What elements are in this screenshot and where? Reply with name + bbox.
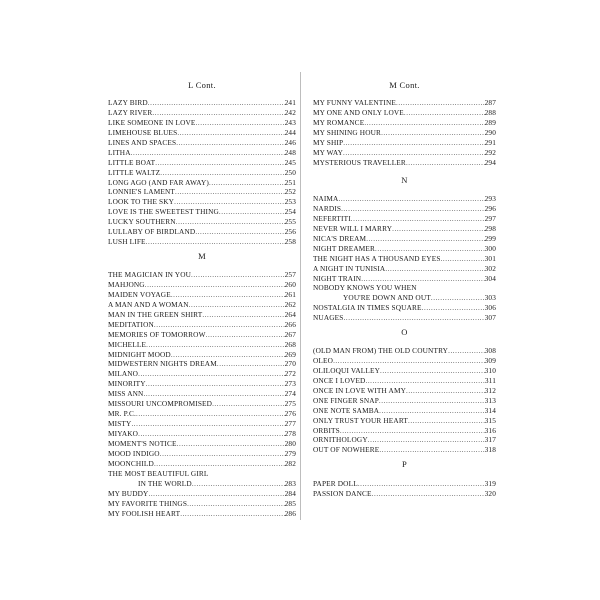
section-heading-p: P [401, 459, 408, 469]
entry-page-number: 260 [284, 279, 296, 289]
entry-page-number: 318 [484, 445, 496, 455]
dot-leader [195, 228, 284, 238]
entry-page-number: 258 [284, 237, 296, 247]
dot-leader [338, 195, 484, 205]
index-entry [108, 399, 296, 409]
entry-title: MINORITY [108, 379, 146, 389]
entry-title: LAZY RIVER [108, 107, 153, 117]
entry-title: A MAN AND A WOMAN [108, 299, 189, 309]
index-entry [108, 489, 296, 499]
entry-title: LITTLE BOAT [108, 157, 156, 167]
index-entry [313, 98, 496, 108]
dot-leader [177, 440, 285, 450]
entry-page-number: 284 [284, 488, 296, 498]
section-n-entries [313, 194, 496, 323]
index-entry [313, 406, 496, 416]
entry-title: ORBITS [313, 425, 340, 435]
dot-leader [392, 225, 484, 235]
index-entry [313, 128, 496, 138]
entry-title: MYSTERIOUS TRAVELLER [313, 157, 406, 167]
dot-leader [368, 436, 485, 446]
index-entry [108, 359, 296, 369]
entry-title: ORNITHOLOGY [313, 435, 368, 445]
entry-title: NOSTALGIA IN TIMES SQUARE [313, 303, 422, 313]
index-entry [313, 194, 496, 204]
index-entry [108, 197, 296, 207]
entry-page-number: 291 [484, 137, 496, 147]
entry-page-number: 261 [284, 289, 296, 299]
entry-title: LITHA [108, 147, 131, 157]
index-entry [313, 204, 496, 214]
index-entry [108, 499, 296, 509]
entry-page-number: 303 [484, 293, 496, 303]
entry-title: LINES AND SPACES [108, 137, 177, 147]
entry-page-number: 251 [284, 177, 296, 187]
entry-page-number: 304 [484, 273, 496, 283]
entry-title: OUT OF NOWHERE [313, 445, 380, 455]
entry-page-number: 252 [284, 187, 296, 197]
entry-page-number: 286 [284, 508, 296, 518]
entry-title: LOOK TO THE SKY [108, 197, 175, 207]
entry-page-number: 301 [484, 253, 496, 263]
index-entry [313, 416, 496, 426]
entry-page-number: 306 [484, 303, 496, 313]
index-entry [313, 264, 496, 274]
entry-page-number: 246 [284, 137, 296, 147]
entry-title: MY FAVORITE THINGS [108, 498, 188, 508]
index-entry [108, 98, 296, 108]
entry-title: NIGHT DREAMER [313, 243, 376, 253]
index-entry [108, 340, 296, 350]
entry-page-number: 256 [284, 227, 296, 237]
index-entry [313, 479, 496, 489]
index-entry [313, 244, 496, 254]
entry-page-number: 277 [284, 419, 296, 429]
index-entry [108, 207, 296, 217]
entry-title: OLEO [313, 355, 334, 365]
dot-leader [196, 119, 285, 129]
entry-title: ONE FINGER SNAP [313, 395, 379, 405]
index-entry [108, 148, 296, 158]
entry-page-number: 253 [284, 197, 296, 207]
entry-title: A NIGHT IN TUNISIA [313, 263, 386, 273]
section-l-cont-entries [108, 98, 296, 247]
dot-leader [131, 420, 284, 430]
entry-page-number: 294 [484, 157, 496, 167]
entry-page-number: 300 [484, 243, 496, 253]
entry-page-number: 269 [284, 349, 296, 359]
entry-page-number: 264 [284, 309, 296, 319]
section-heading-l-cont: L Cont. [188, 80, 216, 90]
entry-page-number: 241 [284, 98, 296, 107]
entry-page-number: 255 [284, 217, 296, 227]
dot-leader [381, 129, 485, 139]
dot-leader [422, 304, 485, 314]
index-entry [108, 300, 296, 310]
dot-leader [344, 314, 485, 324]
entry-title: MAIDEN VOYAGE [108, 289, 171, 299]
entry-title: ONLY TRUST YOUR HEART [313, 415, 409, 425]
section-heading-n: N [401, 175, 408, 185]
index-entry [108, 379, 296, 389]
dot-leader [187, 500, 285, 510]
index-entry [108, 320, 296, 330]
index-entry [108, 419, 296, 429]
dot-leader [202, 311, 284, 321]
entry-page-number: 280 [284, 438, 296, 448]
entry-title: LUSH LIFE [108, 237, 146, 247]
entry-title: NUAGES [313, 313, 344, 323]
entry-title: NAIMA [313, 194, 339, 203]
entry-page-number: 317 [484, 435, 496, 445]
dot-leader [406, 159, 485, 169]
entry-title: MEDITATION [108, 319, 154, 329]
entry-page-number: 270 [284, 359, 296, 369]
entry-title: PAPER DOLL [313, 479, 358, 488]
entry-page-number: 279 [284, 448, 296, 458]
index-entry [313, 376, 496, 386]
entry-page-number: 272 [284, 369, 296, 379]
dot-leader [431, 294, 485, 304]
index-entry [108, 469, 296, 479]
entry-title: NEFERTITI [313, 213, 351, 223]
index-entry [313, 396, 496, 406]
entry-title: THE NIGHT HAS A THOUSAND EYES [313, 253, 441, 263]
entry-title: OLILOQUI VALLEY [313, 365, 381, 375]
index-entry [108, 168, 296, 178]
section-heading-m: M [198, 251, 206, 261]
entry-page-number: 320 [484, 488, 496, 498]
index-entry [108, 138, 296, 148]
index-entry [108, 237, 296, 247]
dot-leader [385, 265, 484, 275]
index-entry [313, 214, 496, 224]
index-entry [108, 369, 296, 379]
dot-leader [155, 159, 284, 169]
index-entry [108, 350, 296, 360]
entry-page-number: 245 [284, 157, 296, 167]
index-entry [313, 254, 496, 264]
index-entry [313, 234, 496, 244]
entry-page-number: 287 [484, 98, 496, 107]
entry-page-number: 312 [484, 385, 496, 395]
index-entry [108, 128, 296, 138]
index-entry [313, 356, 496, 366]
entry-title: MAN IN THE GREEN SHIRT [108, 309, 203, 319]
entry-page-number: 299 [484, 233, 496, 243]
index-entry [313, 313, 496, 323]
entry-title: LAZY BIRD [108, 98, 148, 107]
entry-title: MICHELLE [108, 339, 147, 349]
dot-leader [404, 109, 485, 119]
entry-page-number: 314 [484, 405, 496, 415]
entry-page-number: 296 [484, 203, 496, 213]
section-heading-m-cont: M Cont. [389, 80, 420, 90]
index-entry [108, 290, 296, 300]
dot-leader [372, 490, 485, 500]
entry-title: ONCE IN LOVE WITH AMY [313, 385, 406, 395]
index-entry [313, 118, 496, 128]
entry-title: MY BUDDY [108, 488, 149, 498]
entry-title: LUCKY SOUTHERN [108, 217, 176, 227]
entry-page-number: 254 [284, 207, 296, 217]
entry-title: ONCE I LOVED [313, 375, 366, 385]
entry-page-number: 285 [284, 498, 296, 508]
entry-title: NICA'S DREAM [313, 233, 367, 243]
dot-leader [175, 188, 285, 198]
entry-title: LULLABY OF BIRDLAND [108, 227, 196, 237]
entry-title: MOMENT'S NOTICE [108, 438, 177, 448]
entry-page-number: 308 [484, 346, 496, 355]
index-entry [313, 224, 496, 234]
section-heading-o: O [401, 327, 408, 337]
entry-title: NIGHT TRAIN [313, 273, 362, 283]
entry-title: LONG AGO (AND FAR AWAY) [108, 177, 209, 187]
index-entry [108, 389, 296, 399]
entry-page-number: 288 [484, 107, 496, 117]
index-entry [108, 118, 296, 128]
dot-leader [189, 301, 285, 311]
entry-title: ONE NOTE SAMBA [313, 405, 380, 415]
entry-page-number: 262 [284, 299, 296, 309]
entry-title: LIKE SOMEONE IN LOVE [108, 117, 196, 127]
entry-page-number: 298 [484, 223, 496, 233]
entry-title: MOOD INDIGO [108, 448, 160, 458]
dot-leader [192, 480, 285, 490]
entry-page-number: 282 [284, 458, 296, 468]
entry-page-number: 315 [484, 415, 496, 425]
dot-leader [138, 370, 285, 380]
dot-leader [206, 331, 285, 341]
index-entry [313, 489, 496, 499]
dot-leader [406, 387, 485, 397]
dot-leader [396, 99, 485, 109]
index-entry [108, 449, 296, 459]
index-entry [313, 274, 496, 284]
index-entry [108, 439, 296, 449]
entry-title: MY WAY [313, 147, 344, 157]
dot-leader [379, 397, 485, 407]
index-entry [313, 148, 496, 158]
entry-page-number: 289 [484, 117, 496, 127]
entry-page-number: 267 [284, 329, 296, 339]
dot-leader [441, 255, 485, 265]
section-m-entries [108, 270, 296, 518]
dot-leader [212, 400, 285, 410]
index-entry [108, 330, 296, 340]
entry-title: LIMEHOUSE BLUES [108, 127, 178, 137]
entry-page-number: 250 [284, 167, 296, 177]
dot-leader [136, 410, 285, 420]
index-entry [108, 409, 296, 419]
entry-title: MY FUNNY VALENTINE [313, 98, 396, 107]
index-entry [108, 479, 296, 489]
entry-title: NOBODY KNOWS YOU WHEN [313, 283, 417, 293]
index-entry [313, 138, 496, 148]
entry-page-number: 276 [284, 409, 296, 419]
dot-leader [358, 480, 485, 490]
dot-leader [341, 205, 485, 215]
entry-page-number: 313 [484, 395, 496, 405]
entry-title: MISSOURI UNCOMPROMISED [108, 399, 213, 409]
index-entry [313, 386, 496, 396]
index-entry [108, 108, 296, 118]
dot-leader [379, 446, 484, 456]
index-entry [313, 445, 496, 455]
entry-title: MY FOOLISH HEART [108, 508, 181, 518]
dot-leader [180, 510, 284, 520]
index-entry [108, 459, 296, 469]
entry-page-number: 275 [284, 399, 296, 409]
index-entry [313, 346, 496, 356]
dot-leader [380, 367, 485, 377]
index-entry [108, 429, 296, 439]
index-entry [313, 108, 496, 118]
entry-page-number: 248 [284, 147, 296, 157]
dot-leader [209, 179, 285, 189]
dot-leader [217, 360, 285, 370]
entry-page-number: 242 [284, 107, 296, 117]
entry-title: MISTY [108, 419, 132, 429]
dot-leader [176, 139, 284, 149]
index-entry [108, 217, 296, 227]
entry-title: LITTLE WALTZ [108, 167, 161, 177]
dot-leader [219, 208, 285, 218]
entry-title: PASSION DANCE [313, 488, 372, 498]
dot-leader [148, 99, 285, 109]
entry-title: MR. P.C. [108, 409, 136, 419]
entry-page-number: 292 [484, 147, 496, 157]
section-m-cont-entries [313, 98, 496, 168]
entry-page-number: 310 [484, 365, 496, 375]
entry-page-number: 274 [284, 389, 296, 399]
dot-leader [177, 129, 284, 139]
entry-page-number: 268 [284, 339, 296, 349]
entry-title: MY SHIP [313, 137, 344, 147]
entry-title: (OLD MAN FROM) THE OLD COUNTRY [313, 346, 449, 355]
index-entry [108, 310, 296, 320]
index-entry [313, 366, 496, 376]
dot-leader [366, 235, 484, 245]
dot-leader [343, 139, 484, 149]
index-entry [313, 426, 496, 436]
entry-title: MY SHINING HOUR [313, 127, 382, 137]
entry-page-number: 283 [284, 478, 296, 488]
entry-page-number: 293 [484, 194, 496, 203]
dot-leader [146, 238, 285, 248]
entry-page-number: 257 [284, 270, 296, 279]
entry-page-number: 290 [484, 127, 496, 137]
entry-title: MIDWESTERN NIGHTS DREAM [108, 359, 217, 369]
entry-title: YOU'RE DOWN AND OUT [343, 293, 431, 303]
entry-title: MEMORIES OF TOMORROW [108, 329, 206, 339]
entry-title: THE MOST BEAUTIFUL GIRL [108, 468, 209, 478]
index-entry [313, 283, 496, 293]
section-p-entries [313, 479, 496, 499]
entry-title: THE MAGICIAN IN YOU [108, 270, 192, 279]
entry-title: LONNIE'S LAMENT [108, 187, 175, 197]
entry-title: MIDNIGHT MOOD [108, 349, 171, 359]
column-divider [300, 72, 301, 520]
index-entry [108, 187, 296, 197]
entry-title: LOVE IS THE SWEETEST THING [108, 207, 219, 217]
index-entry [108, 178, 296, 188]
entry-title: IN THE WORLD [138, 478, 192, 488]
entry-title: MIYAKO [108, 429, 139, 438]
dot-leader [364, 119, 484, 129]
dot-leader [448, 347, 484, 357]
entry-page-number: 273 [284, 379, 296, 389]
entry-title: NARDIS [313, 203, 342, 213]
index-entry [313, 303, 496, 313]
entry-title: MOONCHILD [108, 458, 154, 468]
index-entry [313, 293, 496, 303]
entry-page-number: 319 [484, 479, 496, 488]
entry-title: MY ONE AND ONLY LOVE [313, 107, 404, 117]
entry-page-number: 309 [484, 355, 496, 365]
dot-leader [146, 380, 285, 390]
entry-page-number: 311 [484, 375, 496, 385]
entry-title: MAHJONG [108, 279, 145, 289]
entry-page-number: 316 [484, 425, 496, 435]
index-entry [108, 509, 296, 519]
entry-page-number: 244 [284, 127, 296, 137]
dot-leader [408, 417, 485, 427]
entry-title: NEVER WILL I MARRY [313, 223, 393, 233]
section-o-entries [313, 346, 496, 455]
index-entry [108, 280, 296, 290]
entry-page-number: 302 [484, 263, 496, 273]
entry-page-number: 297 [484, 213, 496, 223]
entry-title: MY ROMANCE [313, 117, 365, 127]
entry-page-number: 278 [284, 429, 296, 438]
index-entry [108, 227, 296, 237]
index-entry [313, 435, 496, 445]
entry-page-number: 266 [284, 319, 296, 329]
entry-page-number: 243 [284, 117, 296, 127]
dot-leader [160, 450, 285, 460]
index-entry [313, 158, 496, 168]
entry-title: MILANO [108, 369, 139, 379]
entry-page-number: 307 [484, 313, 496, 323]
index-entry [108, 270, 296, 280]
index-entry [108, 158, 296, 168]
dot-leader [191, 271, 285, 281]
entry-title: MISS ANN [108, 389, 144, 399]
